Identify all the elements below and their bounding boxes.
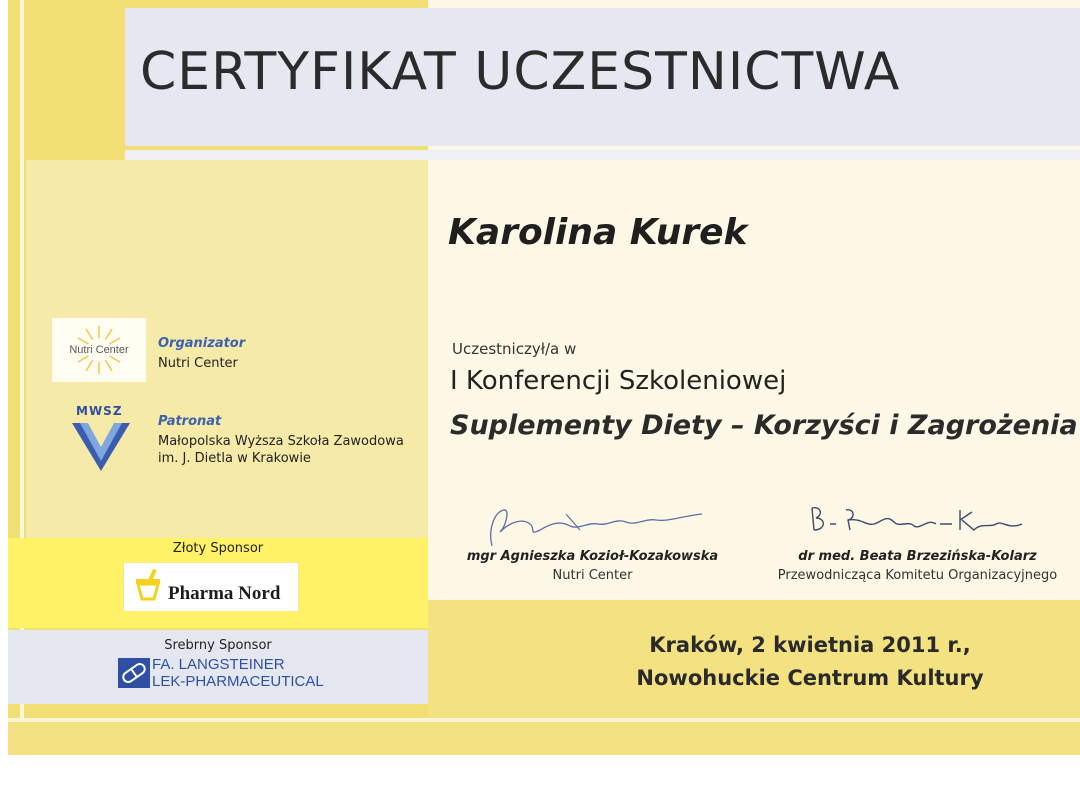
silver-sponsor-label: Srebrny Sponsor bbox=[164, 638, 272, 653]
certificate-title: CERTYFIKAT UCZESTNICTWA bbox=[140, 42, 901, 102]
signature-1-handwriting bbox=[470, 500, 710, 550]
title-stripe bbox=[125, 150, 1080, 160]
organizer-name: Nutri Center bbox=[158, 356, 238, 371]
langsteiner-line1: FA. LANGSTEINER bbox=[152, 656, 285, 673]
patronage-role: Patronat bbox=[158, 414, 222, 429]
event-place-date: Kraków, 2 kwietnia 2011 r., bbox=[649, 633, 971, 657]
nutri-center-logo bbox=[52, 318, 146, 382]
signatory-1-affiliation: Nutri Center bbox=[552, 568, 633, 583]
bottom-strip bbox=[8, 722, 1080, 755]
event-venue: Nowohuckie Centrum Kultury bbox=[636, 666, 984, 690]
mortar-pestle-icon bbox=[134, 569, 164, 605]
signatory-1-name: mgr Agnieszka Kozioł-Kozakowska bbox=[466, 549, 719, 564]
patronage-name-line2: im. J. Dietla w Krakowie bbox=[158, 451, 311, 466]
signatory-2-affiliation: Przewodnicząca Komitetu Organizacyjnego bbox=[777, 568, 1058, 583]
capsule-logo-icon bbox=[118, 658, 150, 688]
gold-sponsor-label: Złoty Sponsor bbox=[172, 541, 264, 556]
mwsz-wordmark: MWSZ bbox=[76, 404, 123, 418]
conference-subtitle: Suplementy Diety – Korzyści i Zagrożenia bbox=[450, 410, 1078, 441]
signatory-2-name: dr med. Beata Brzezińska-Kolarz bbox=[798, 549, 1037, 564]
pharma-nord-name: Pharma Nord bbox=[168, 583, 281, 604]
participated-label: Uczestniczył/a w bbox=[452, 340, 577, 358]
patronage-name-line1: Małopolska Wyższa Szkoła Zawodowa bbox=[158, 434, 404, 449]
participant-name: Karolina Kurek bbox=[448, 212, 748, 253]
pharma-nord-logo bbox=[124, 563, 298, 611]
nutri-logo-wordmark: Nutri Center bbox=[69, 344, 129, 356]
langsteiner-line2: LEK-PHARMACEUTICAL bbox=[152, 673, 324, 690]
conference-name: I Konferencji Szkoleniowej bbox=[450, 366, 787, 396]
organizer-role: Organizator bbox=[158, 336, 246, 351]
signature-2-handwriting bbox=[800, 500, 1030, 542]
